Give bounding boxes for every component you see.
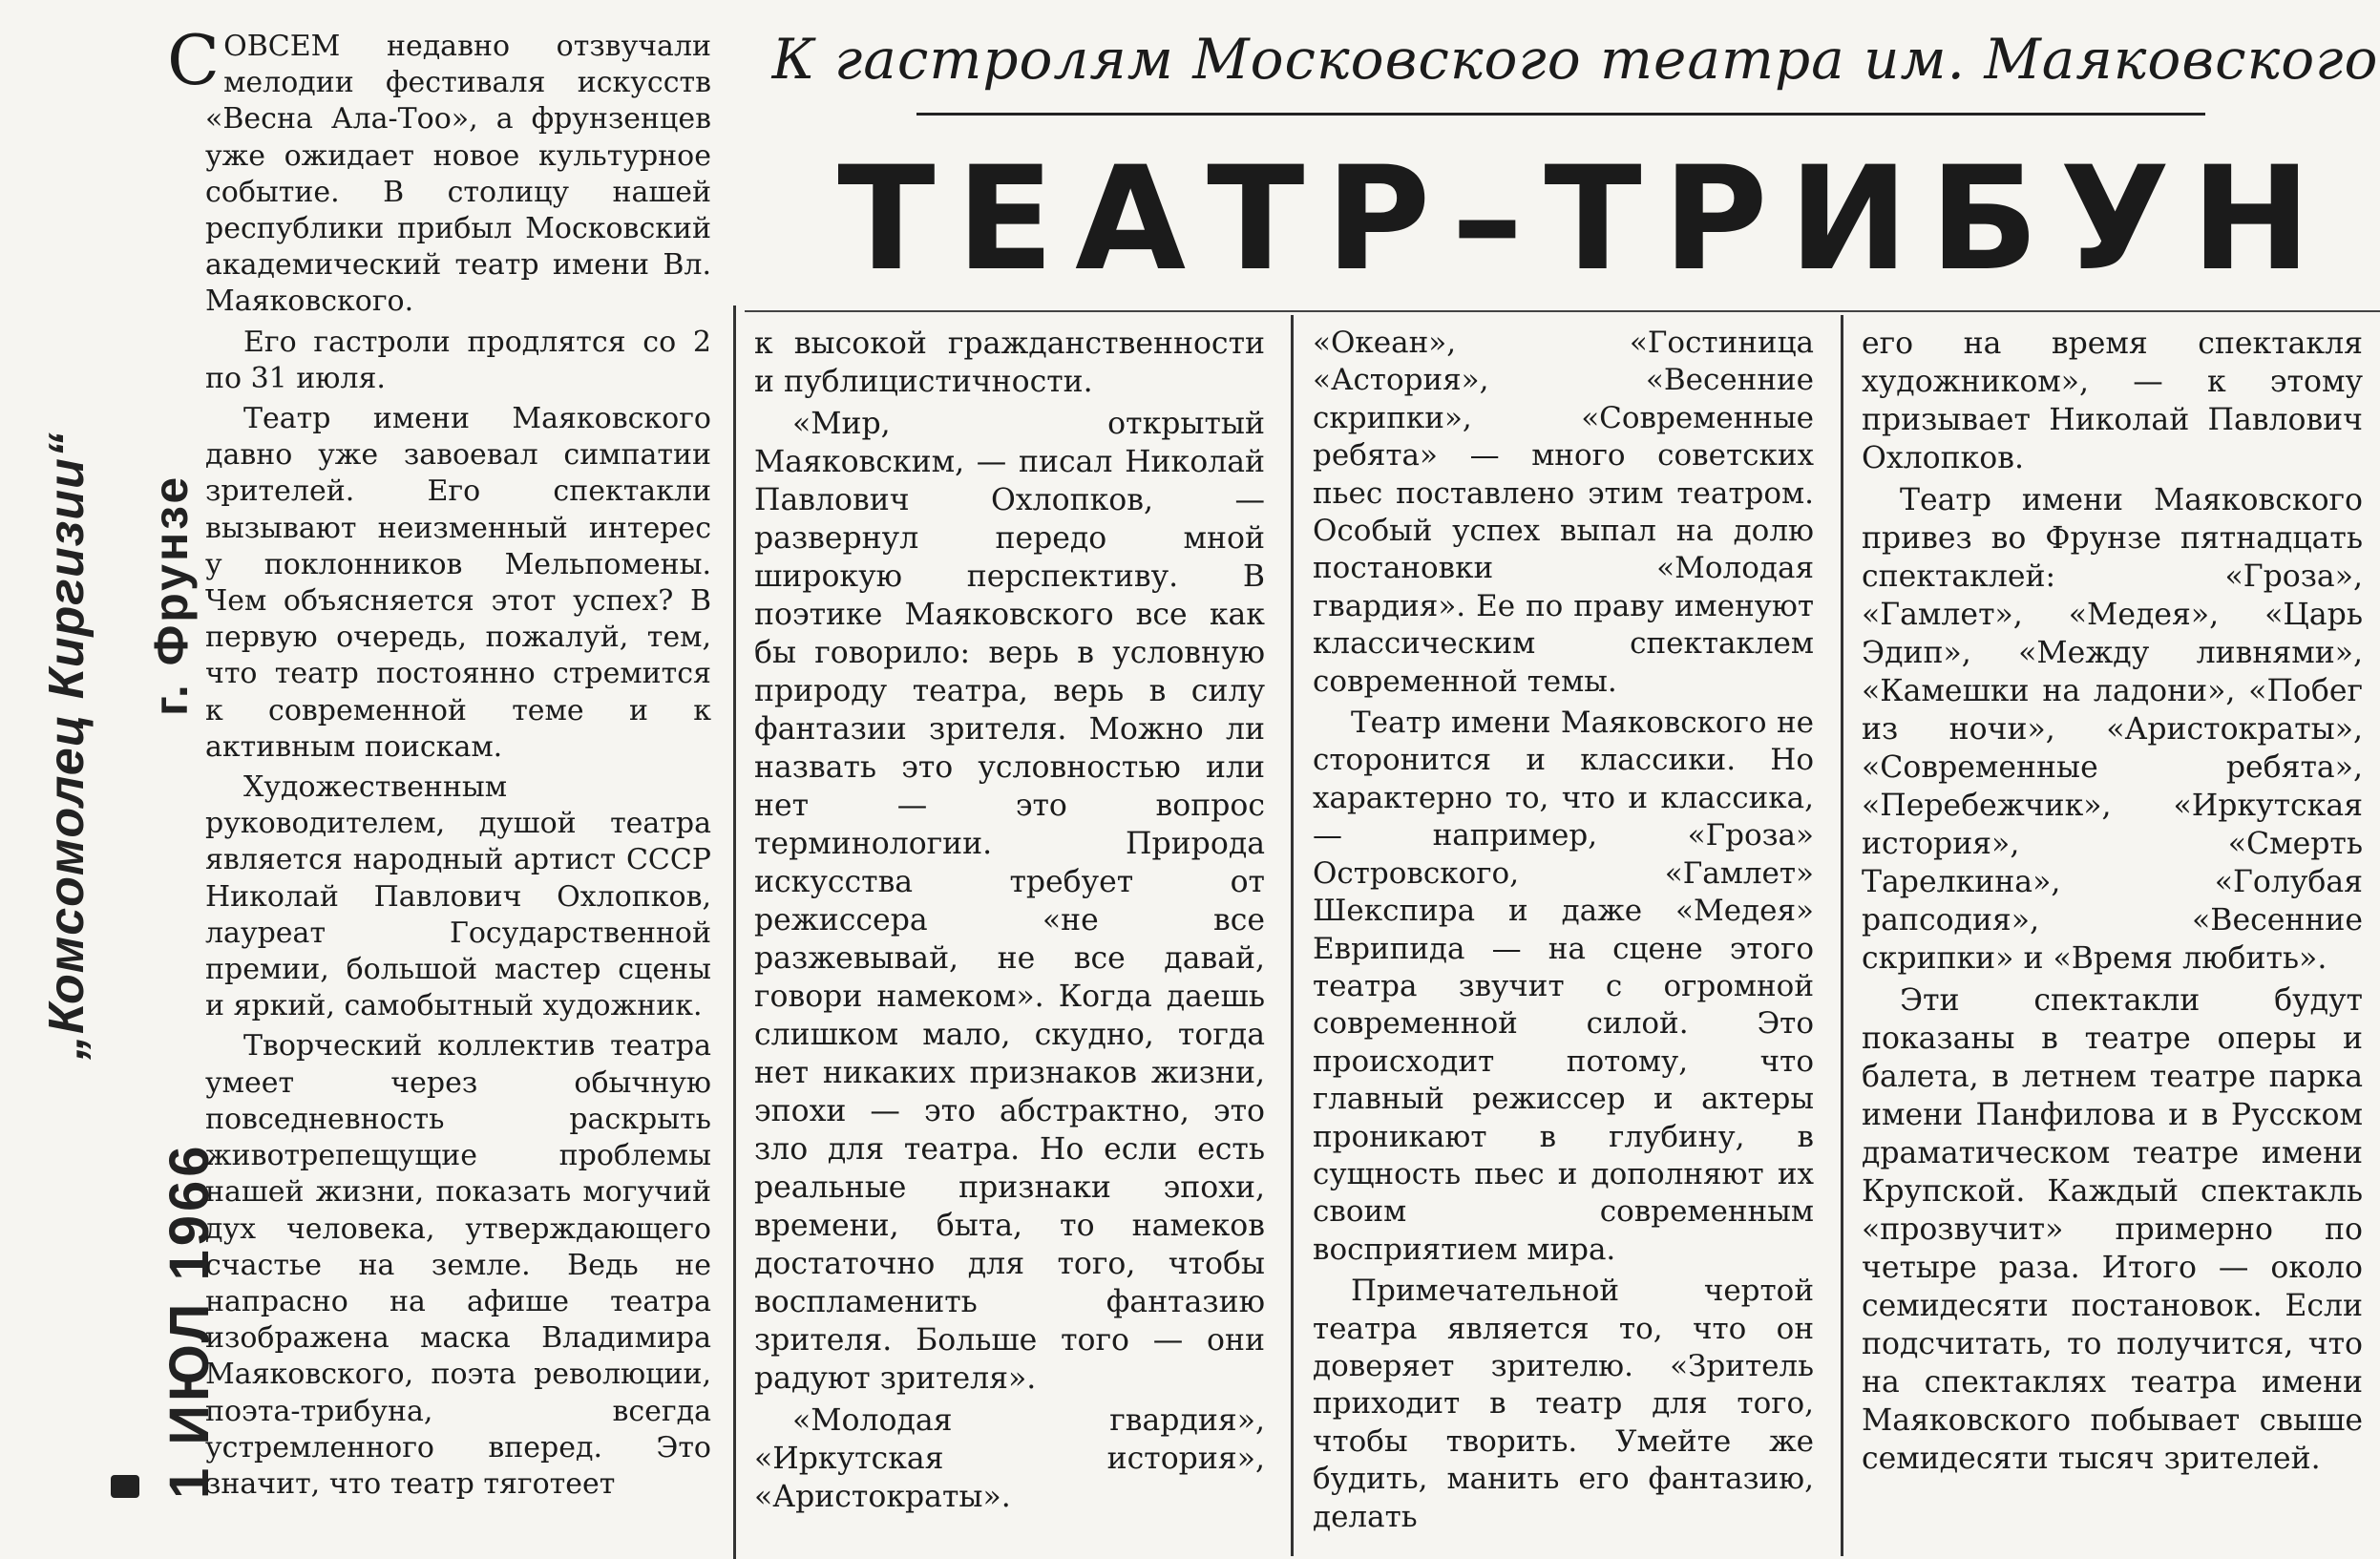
drop-cap: С (167, 20, 221, 100)
article-column-2 (754, 325, 1265, 1516)
paragraph: его на время спектакля художником», — к этому призывает Николай Павлович Охлопков. (1862, 327, 2363, 475)
paragraph: к высокой гражданственности и публицистичности. (754, 327, 1265, 399)
paragraph: Художественным руководителем, душой театра является народный артист СССР Николай Павлович Охлопков, лауреат Государственной премии, большой мастер сцены и яркий, самобытный художник. (205, 770, 711, 1023)
date-stamp: 1 ИЮЛ 1966 (158, 1142, 221, 1499)
paragraph (167, 20, 711, 321)
newspaper-name-stamp: „Комсомолец Киргизии“ (39, 432, 95, 1060)
paragraph: Театр имени Маяковского давно уже завоевал симпатии зрителей. Его спектакли вызывают неизменный интерес у поклонников Мельпомены. Чем объясняется этот успех? В первую очередь, пожалуй, тем, что театр постоянно стремится к современной теме и к активным поискам. (205, 402, 711, 764)
paragraph: Творческий коллектив театра умеет через обычную повседневность раскрыть животрепещущие проблемы нашей жизни, показать могучий дух человека, утверждающего счастье на земле. Ведь не напрасно на афише театра изображена маска Владимира Маяковского, поэта революции, поэта-трибуна, всегда устремленного вперед. Это значит, что театр тяготеет (205, 1029, 711, 1501)
column-divider (1841, 315, 1843, 1556)
paragraph: Театр имени Маяковского не сторонится и классики. Но характерно то, что и классика, — например, «Гроза» Островского, «Гамлет» Шекспира и даже «Медея» Еврипида — на сцене этого театра звучит с огромной современной силой. Это происходит потому, что главный режиссер и актеры проникают в глубину, в сущность пьес и дополняют их своим современным восприятием мира. (1313, 706, 1814, 1267)
paragraph-text: ОВСЕМ недавно отзвучали мелодии фестиваля искусств «Весна Ала-Тоо», а фрунзенцев уже ожидает новое культурное событие. В столицу нашей республики прибыл Московский академический театр имени Вл. Маяковского. (205, 30, 711, 319)
paragraph: Его гастроли продлятся со 2 по 31 июля. (205, 325, 711, 395)
city-stamp: г. Фрунзе (144, 474, 198, 716)
column-divider (733, 305, 736, 1559)
paragraph: «Океан», «Гостиница «Астория», «Весенние скрипки», «Современные ребята» — много советских пьес поставлено этим театром. Особый успех выпал на долю постановки «Молодая гвардия». Ее по праву именуют классическим спектаклем современной темы. (1313, 326, 1814, 699)
paragraph: Эти спектакли будут показаны в театре оперы и балета, в летнем театре парка имени Панфилова и в Русском драматическом театре имени Крупской. Каждый спектакль «прозвучит» примерно по четыре раза. Итого — около семидесяти постановок. Если подсчитать, то получится, что на спектаклях театра имени Маяковского побывает свыше семидесяти тысяч зрителей. (1862, 983, 2363, 1476)
article-kicker: К гастролям Московского театра им. Маяковского (771, 27, 2379, 92)
paragraph: «Молодая гвардия», «Иркутская история», «Аристократы». (754, 1403, 1265, 1514)
article-column-4 (1862, 325, 2363, 1478)
kicker-rule (916, 113, 2205, 116)
paragraph: Примечательной чертой театра является то, что он доверяет зрителю. «Зритель приходит в театр для того, чтобы творить. Умейте же будить, манить его фантазию, делать (1313, 1274, 1814, 1534)
column-divider (1291, 315, 1294, 1556)
paragraph: Театр имени Маяковского привез во Фрунзе пятнадцать спектаклей: «Гроза», «Гамлет», «Медея», «Царь Эдип», «Между ливнями», «Камешки на ладони», «Побег из ночи», «Аристократы», «Современные ребята», «Перебежчик», «Иркутская история», «Смерть Тарелкина», «Голубая рапсодия», «Весенние скрипки» и «Время любить». (1862, 483, 2363, 976)
article-headline: ТЕАТР–ТРИБУН (837, 137, 2332, 303)
paragraph: «Мир, открытый Маяковским, — писал Николай Павлович Охлопков, — развернул передо мной широкую перспективу. В поэтике Маяковского все как бы говорило: верь в условную природу театра, верь в силу фантазии зрителя. Можно ли назвать это условностью или нет — это вопрос терминологии. Природа искусства требует от режиссера «не все разжевывай, не все давай, говори намеком». Когда даешь слишком мало, скудно, тогда нет никаких признаков жизни, эпохи — это абстрактно, это зло для театра. Но если есть реальные признаки эпохи, времени, быта, то намеков достаточно для того, чтобы воспламенить фантазию зрителя. Больше того — они радуют зрителя». (754, 407, 1265, 1396)
headline-rule (745, 310, 2380, 312)
stamp-mark (111, 1475, 139, 1498)
article-column-3 (1313, 325, 1814, 1536)
